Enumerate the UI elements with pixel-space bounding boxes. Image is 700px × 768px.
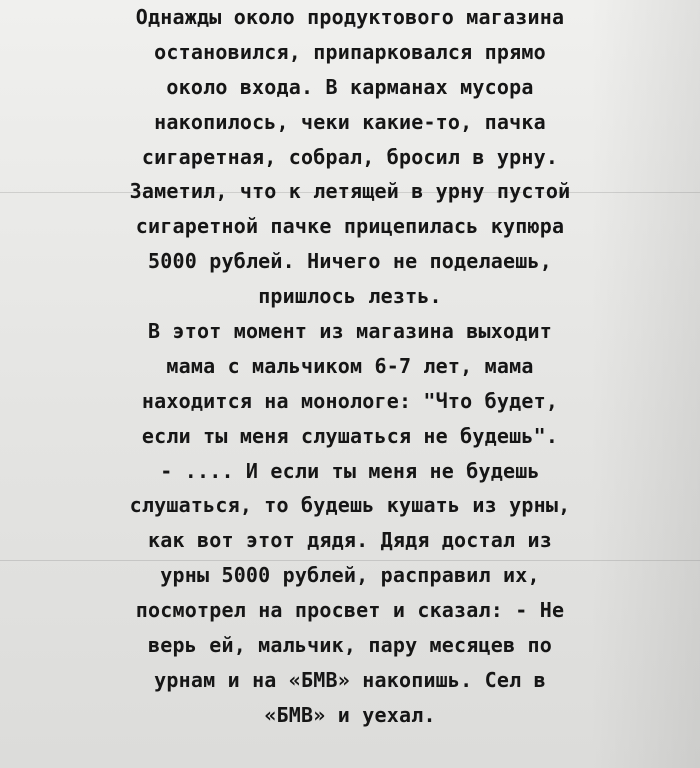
text-line: остановился, припарковался прямо bbox=[154, 39, 546, 64]
text-line: урнам и на «БМВ» накопишь. Сел в bbox=[154, 667, 546, 692]
text-line: сигаретной пачке прицепилась купюра bbox=[135, 214, 565, 239]
text-line: Заметил, что к летящей в урну пустой bbox=[129, 179, 571, 204]
text-line: посмотрел на просвет и сказал: - Не bbox=[135, 598, 565, 623]
text-line: мама с мальчиком 6-7 лет, мама bbox=[166, 353, 534, 378]
text-line: Однажды около продуктового магазина bbox=[135, 5, 565, 29]
text-line: урны 5000 рублей, расправил их, bbox=[160, 563, 540, 588]
text-line: около входа. В карманах мусора bbox=[166, 74, 534, 99]
text-line: - .... И если ты меня не будешь bbox=[160, 458, 540, 483]
text-line: сигаретная, собрал, бросил в урну. bbox=[141, 144, 559, 169]
text-line: как вот этот дядя. Дядя достал из bbox=[148, 528, 552, 553]
text-line: если ты меня слушаться не будешь". bbox=[141, 423, 559, 448]
text-line: «БМВ» и уехал. bbox=[264, 702, 436, 727]
text-line: накопилось, чеки какие-то, пачка bbox=[154, 109, 546, 134]
text-line: находится на монологе: "Что будет, bbox=[141, 388, 559, 413]
text-line: 5000 рублей. Ничего не поделаешь, bbox=[148, 249, 552, 274]
text-line: В этот момент из магазина выходит bbox=[148, 319, 552, 344]
text-line: верь ей, мальчик, пару месяцев по bbox=[148, 633, 552, 658]
text-line: слушаться, то будешь кушать из урны, bbox=[129, 493, 571, 518]
text-line: пришлось лезть. bbox=[258, 284, 442, 309]
